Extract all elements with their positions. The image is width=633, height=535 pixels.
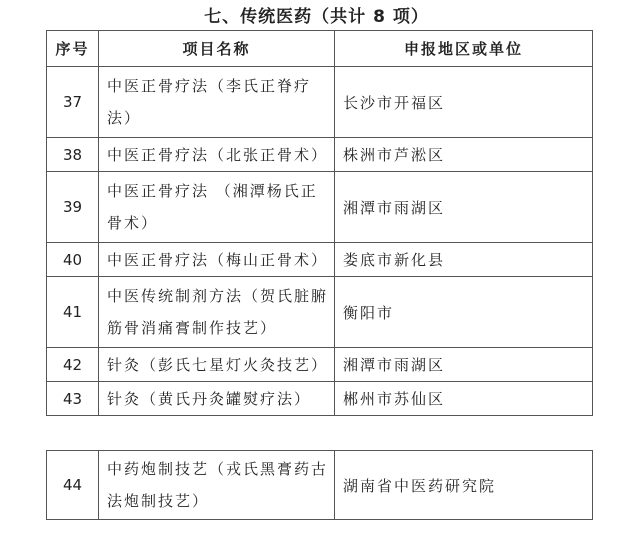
table-row: [47, 138, 593, 172]
row-number: 43: [47, 382, 99, 416]
row-region: 湘潭市雨湖区: [335, 348, 593, 382]
section-title: 七、传统医药（共计 8 项）: [204, 7, 429, 27]
heritage-table-continued: [46, 450, 593, 520]
table-row: [47, 277, 593, 348]
row-region: 长沙市开福区: [335, 67, 593, 138]
row-number: 42: [47, 348, 99, 382]
row-region: 株洲市芦淞区: [335, 138, 593, 172]
row-number: 41: [47, 277, 99, 348]
table-row: [47, 451, 593, 520]
row-region: 娄底市新化县: [335, 243, 593, 277]
row-region: 湖南省中医药研究院: [335, 451, 593, 520]
header-project-name: 项目名称: [99, 31, 335, 67]
table-row: [47, 382, 593, 416]
row-project-name: 针灸（黄氏丹灸罐熨疗法）: [99, 382, 335, 416]
row-project-name: 针灸（彭氏七星灯火灸技艺）: [99, 348, 335, 382]
header-number: 序号: [47, 31, 99, 67]
table-row: [47, 67, 593, 138]
table-row: [47, 348, 593, 382]
row-project-name: 中医正骨疗法（北张正骨术）: [99, 138, 335, 172]
heritage-table: [46, 30, 593, 416]
row-number: 44: [47, 451, 99, 520]
table-row: [47, 243, 593, 277]
row-region: 郴州市苏仙区: [335, 382, 593, 416]
row-project-name: 中医正骨疗法（李氏正脊疗法）: [99, 67, 335, 138]
header-region: 申报地区或单位: [335, 31, 593, 67]
table-header-row: [47, 31, 593, 67]
row-project-name: 中医正骨疗法（梅山正骨术）: [99, 243, 335, 277]
row-number: 39: [47, 172, 99, 243]
row-project-name: 中医传统制剂方法（贺氏脏腑筋骨消痛膏制作技艺）: [99, 277, 335, 348]
row-region: 湘潭市雨湖区: [335, 172, 593, 243]
row-number: 38: [47, 138, 99, 172]
row-number: 40: [47, 243, 99, 277]
row-project-name: 中药炮制技艺（戎氏黑膏药古法炮制技艺）: [99, 451, 335, 520]
row-project-name: 中医正骨疗法 （湘潭杨氏正骨术）: [99, 172, 335, 243]
row-region: 衡阳市: [335, 277, 593, 348]
table-row: [47, 172, 593, 243]
row-number: 37: [47, 67, 99, 138]
